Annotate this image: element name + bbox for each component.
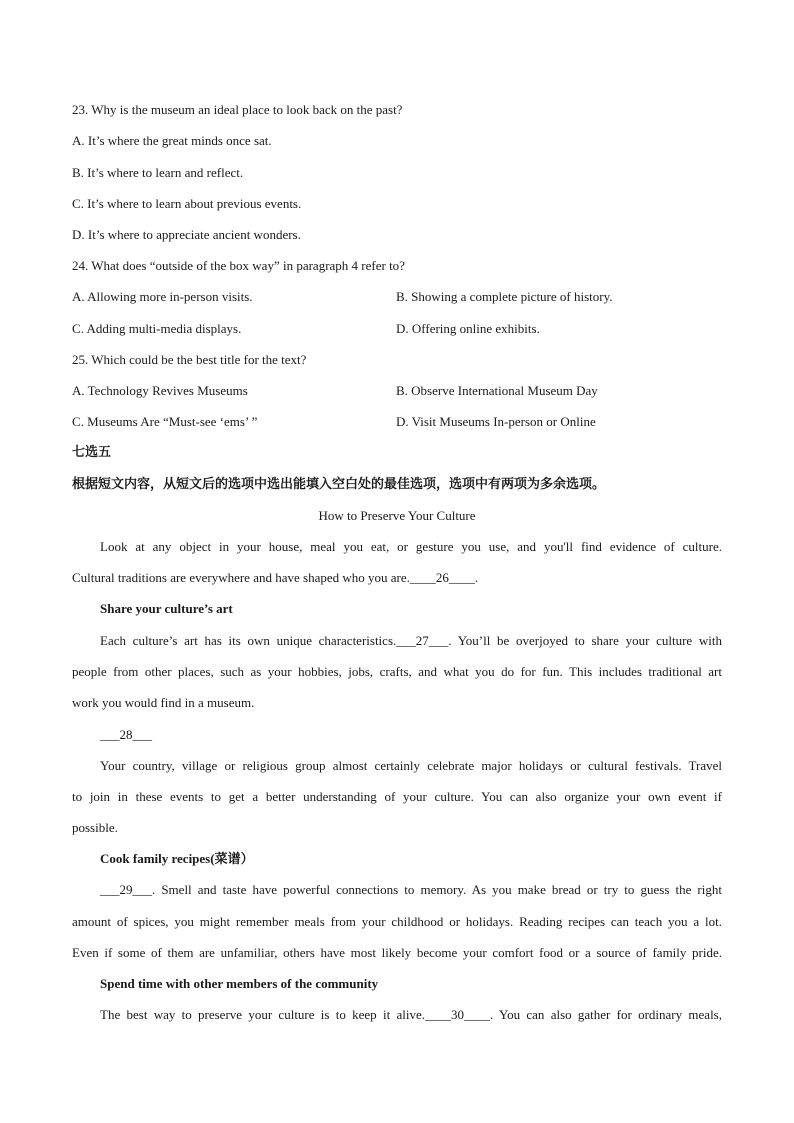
section-instruction: 根据短文内容，从短文后的选项中选出能填入空白处的最佳选项，选项中有两项为多余选项。	[72, 477, 606, 492]
question-25-option-a: A. Technology Revives Museums	[72, 383, 248, 398]
question-23-option-b: B. It’s where to learn and reflect.	[72, 165, 244, 180]
question-24-stem: 24. What does “outside of the box way” in paragraph 4 refer to?	[72, 258, 405, 273]
paragraph-line: Each culture’s art has its own unique characteristics.___27___. You’ll be overjoyed to share your culture with	[100, 633, 722, 648]
paragraph-line: possible.	[72, 820, 118, 835]
question-24-option-b: B. Showing a complete picture of history.	[396, 289, 613, 304]
subheading-community: Spend time with other members of the community	[100, 976, 379, 991]
question-24-option-c: C. Adding multi-media displays.	[72, 321, 242, 336]
question-24-option-d: D. Offering online exhibits.	[396, 321, 540, 336]
paragraph-line: Your country, village or religious group almost certainly celebrate major holidays or cultural festivals. Travel	[100, 758, 722, 773]
paragraph-line: amount of spices, you might remember meals from your childhood or holidays. Reading recipes can teach you a lot.	[72, 914, 722, 929]
question-25-option-c: C. Museums Are “Must-see ‘ems’ ”	[72, 414, 258, 429]
question-23-option-d: D. It’s where to appreciate ancient wonders.	[72, 227, 301, 242]
subheading-cook-recipes: Cook family recipes(菜谱）	[100, 851, 254, 866]
section-heading: 七选五	[72, 445, 112, 460]
paragraph-line: work you would find in a museum.	[72, 695, 255, 710]
paragraph-line: The best way to preserve your culture is to keep it alive.____30____. You can also gather for ordinary meals,	[100, 1007, 722, 1022]
question-25-stem: 25. Which could be the best title for the text?	[72, 352, 307, 367]
question-24-option-a: A. Allowing more in-person visits.	[72, 289, 253, 304]
paragraph-line: Cultural traditions are everywhere and have shaped who you are.____26____.	[72, 570, 479, 585]
paragraph-line: people from other places, such as your hobbies, jobs, crafts, and what you do for fun. This includes traditional art	[72, 664, 722, 679]
subheading-share-art: Share your culture’s art	[100, 601, 233, 616]
blank-28-heading: ___28___	[100, 727, 152, 742]
question-23-option-a: A. It’s where the great minds once sat.	[72, 133, 272, 148]
question-23-stem: 23. Why is the museum an ideal place to look back on the past?	[72, 102, 403, 117]
paragraph-line: ___29___. Smell and taste have powerful connections to memory. As you make bread or try to guess the right	[100, 882, 722, 897]
paragraph-line: to join in these events to get a better understanding of your culture. You can also organize your own event if	[72, 789, 722, 804]
paragraph-line: Look at any object in your house, meal you eat, or gesture you use, and you'll find evidence of culture.	[100, 539, 722, 554]
question-25-option-b: B. Observe International Museum Day	[396, 383, 598, 398]
question-23-option-c: C. It’s where to learn about previous events.	[72, 196, 302, 211]
question-25-option-d: D. Visit Museums In-person or Online	[396, 414, 596, 429]
passage-title: How to Preserve Your Culture	[318, 508, 476, 523]
paragraph-line: Even if some of them are unfamiliar, others have most likely become your comfort food or a source of family pride.	[72, 945, 722, 960]
